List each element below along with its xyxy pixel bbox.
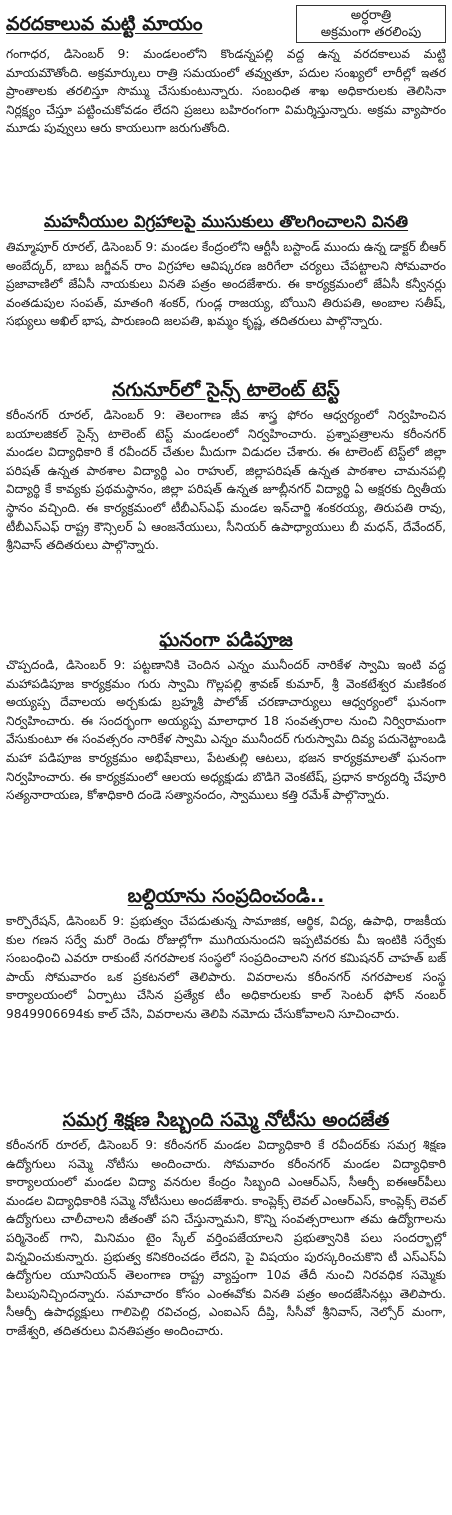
- tagline-line-1: అర్ధరాత్రి: [350, 8, 392, 23]
- article-1-headline: వరదకాలువ మట్టి మాయం: [6, 13, 203, 35]
- article-1-tagline: [296, 5, 446, 43]
- article-4-headline: ఘనంగా పడిపూజ: [159, 629, 293, 651]
- article-4-body: చొప్పదండి, డిసెంబర్ 9: పట్టణానికి చెందిన ఎన్నం మునీందర్ నారికేళ స్వామి ఇంటి వద్ద మహాపడిపూజ కార్యక్రమం గురు స్వామి గొల్లపల్లి శ్రావణ్ కుమార్, శ్రీ వెంకటేశ్వర మణికంఠ అయ్యప్ప దేవాలయ అర్చకుడు బ్రహ్మశ్రీ పాలోజ్ చరణాచార్యులు ఆధ్వర్యంలో ఘనంగా నిర్వహించారు. ఈ సందర్భంగా అయ్యప్ప మాలాధార 18 సంవత్సరాల నుంచి నిర్విరామంగా వేసుకుంటూ ఈ సంవత్సరం నారికేళ స్వామి ఎన్నం మునీందర్ గురుస్వామి దివ్య పదునెట్టాంబడి మహా పడిపూజ కార్యక్రమం అభిషేకాలు, పేటతుల్లి ఆటలు, భజన కార్యక్రమాలతో ఘనంగా నిర్వహించారు. ఈ కార్యక్రమంలో ఆలయ అధ్యక్షుడు బొడిగె వెంకటేష్, ప్రధాన కార్యదర్శి చేపూరి సత్యనారాయణ, కోశాధికారి దండె సత్యానందం, స్వాములు కత్తి రమేశ్ పాల్గొన్నారు.: [6, 658, 446, 803]
- article-5-body: కార్పొరేషన్, డిసెంబర్ 9: ప్రభుత్వం చేపడుతున్న సామాజిక, ఆర్థిక, విద్య, ఉపాధి, రాజకీయ కుల గణన సర్వే మరో రెండు రోజుల్లోగా ముగియనుందని ఇప్పటివరకు మీ ఇంటికి సర్వేకు సంబంధించి ఎవరూ రాకుంటే నగరపాలక సంస్థలో సంప్రదించాలని నగర కమిషనర్ చాహత్ బజ్ పాయ్ సోమవారం ఒక ప్రకటనలో తెలిపారు. వివరాలను కరీంనగర్ నగరపాలక సంస్థ కార్యాలయంలో ఏర్పాటు చేసిన ప్రత్యేక టీం అధికారులకు కాల్ సెంటర్ ఫోన్ నంబర్ 9849906694కు కాల్ చేసి, వివరాలను తెలిపి నమోదు చేసుకోవాలని సూచించారు.: [6, 914, 446, 1021]
- article-2-headline: మహనీయుల విగ్రహాలపై ముసుకులు తొలగించాలని వినతి: [43, 212, 409, 231]
- article-6: [6, 1106, 446, 1341]
- article-5: [6, 882, 446, 1106]
- article-3-headline: నగునూర్‌లో సైన్స్ టాలెంట్ టెస్ట్: [112, 379, 340, 401]
- article-1-header: [6, 4, 446, 43]
- article-2: [6, 208, 446, 376]
- article-6-headline: సమగ్ర శిక్షణ సిబ్బంది సమ్మె నోటీసు అందజేత: [62, 1109, 390, 1131]
- article-1-body: గంగాధర, డిసెంబర్ 9: మండలంలోని కొండన్నపల్లి వద్ద ఉన్న వరదకాలువ మట్టి మాయమౌతోంది. అక్రమార్కులు రాత్రి సమయంలో తవ్వుతూ, పదుల సంఖ్యలో లారీల్లో ఇతర ప్రాంతాలకు తరలిస్తూ సొమ్ము చేసుకుంటున్నారు. సంబంధిత శాఖ అధికారులకు తెలిసినా నిర్లక్ష్యం చేస్తూ పట్టించుకోవడం లేదని ప్రజలు బహిరంగంగా విమర్శిస్తున్నారు. అక్రమ వ్యాపారం మూడు పువ్వులు ఆరు కాయలుగా జరుగుతోంది.: [6, 47, 446, 136]
- article-3: [6, 376, 446, 626]
- article-1: [6, 4, 446, 208]
- article-2-body: తిమ్మాపూర్ రూరల్, డిసెంబర్ 9: మండల కేంద్రంలోని ఆర్టీసీ బస్టాండ్ ముందు ఉన్న డాక్టర్ బీఆర్ అంబేద్కర్, బాబు జగ్జీవన్ రాం విగ్రహాల ఆవిష్కరణ జరిగేలా చర్యలు చేపట్టాలని సోమవారం ప్రజావాణిలో జేఏసీ నాయకులు వినతి పత్రం అందజేశారు. ఈ కార్యక్రమంలో జేఏసీ కన్వీనర్లు వంతడుపుల సంపత్, మాతంగి శంకర్, గుండ్ల రాజయ్య, బోయిని తిరుపతి, అంబాల సతీష్, సభ్యులు అఖిల్ భాష, పారుణంది జలపతి, ఖమ్మం కృష్ణ, తదితరులు పాల్గొన్నారు.: [6, 240, 446, 329]
- tagline-line-2: అక్రమంగా తరలింపు: [320, 25, 422, 40]
- article-5-headline: బల్దియాను సంప్రదించండి..: [127, 885, 325, 907]
- article-3-body: కరీంనగర్ రూరల్, డిసెంబర్ 9: తెలంగాణ జీవ శాస్త్ర ఫోరం ఆధ్వర్యంలో నిర్వహించిన బయాలజికల్ సైన్స్ టాలెంట్ టెస్ట్ మండలంలో నిర్వహించారు. ప్రశ్నాపత్రాలను కరీంనగర్ మండల విద్యాధికారి కే రవీందర్ చేతుల మీదుగా విడుదల చేశారు. ఈ టాలెంట్ టెస్ట్‌లో జిల్లా పరిషత్ ఉన్నత పాఠశాల విద్యార్థి ఎం రాహుల్, జిల్లాపరిషత్ ఉన్నత పాఠశాల చామనపల్లి విద్యార్థి కే కావ్యకు ప్రథమస్థానం, జిల్లా పరిషత్ ఉన్నత జూబ్లీనగర్ విద్యార్థి ఏ అక్షరకు ద్వితీయ స్థానం వచ్చింది. ఈ కార్యక్రమంలో టీబీఎస్‌ఎఫ్ మండల ఇన్‌చార్జి శంకరయ్య, తిరుపతి రావు, టీబీఎస్‌ఎఫ్ రాష్ట్ర కౌన్సిలర్ ఏ ఆంజనేయులు, సీనియర్ ఉపాధ్యాయులు బీ మధన్, దేవేందర్, శ్రీనివాస్ తదితరులు పాల్గొన్నారు.: [6, 408, 446, 553]
- article-6-body: కరీంనగర్ రూరల్, డిసెంబర్ 9: కరీంనగర్ మండల విద్యాధికారి కే రవీందర్‌కు సమగ్ర శిక్షణ ఉద్యోగులు సమ్మె నోటీసు అందించారు. సోమవారం కరీంనగర్ మండల విద్యాధికారి కార్యాలయంలో మండల విద్యా వనరుల కేంద్రం సిబ్బంది ఎంఆర్‌ఎస్, సీఆర్పీ ఐఈఆర్‌పీలు మండల విద్యాధికారికి సమ్మె నోటీసులు అందజేశారు. కాంప్లెక్స్ లెవల్ ఎంఆర్‌ఎస్, కాంప్లెక్స్ లెవల్ ఉద్యోగులు చాలీచాలని జీతంతో పని చేస్తున్నామని, కొన్ని సంవత్సరాలుగా తమ ఉద్యోగాలను పర్మినెంట్ గాని, మినిమం టైం స్కేల్ వర్తింపజేయాలని ప్రభుత్వానికి పలు సందర్భాల్లో విన్నవించుకున్నారు. ప్రభుత్వ కనికరించడం లేదని, పై విషయం పురస్కరించుకొని టీ ఎస్‌ఎస్‌ఏ ఉద్యోగుల యూనియన్ తెలంగాణ రాష్ట్ర వ్యాప్తంగా 10వ తేదీ నుంచి నిరవధిక సమ్మెకు పిలుపునిచ్చిందన్నారు. సమాచారం కోసం ఎంఈవోకు వినతి పత్రం అందజేసినట్లు తెలిపారు. సీఆర్పీ ఉపాధ్యక్షులు గాలిపెల్లి రవిచంద్ర, ఎంఐఎస్ దీప్తి, సీసీవో శ్రీనివాస్, నెల్సోర్ మంగా, రాజేశ్వరి, తదితరులు వినతిపత్రం అందించారు.: [6, 1138, 446, 1338]
- article-4: [6, 626, 446, 882]
